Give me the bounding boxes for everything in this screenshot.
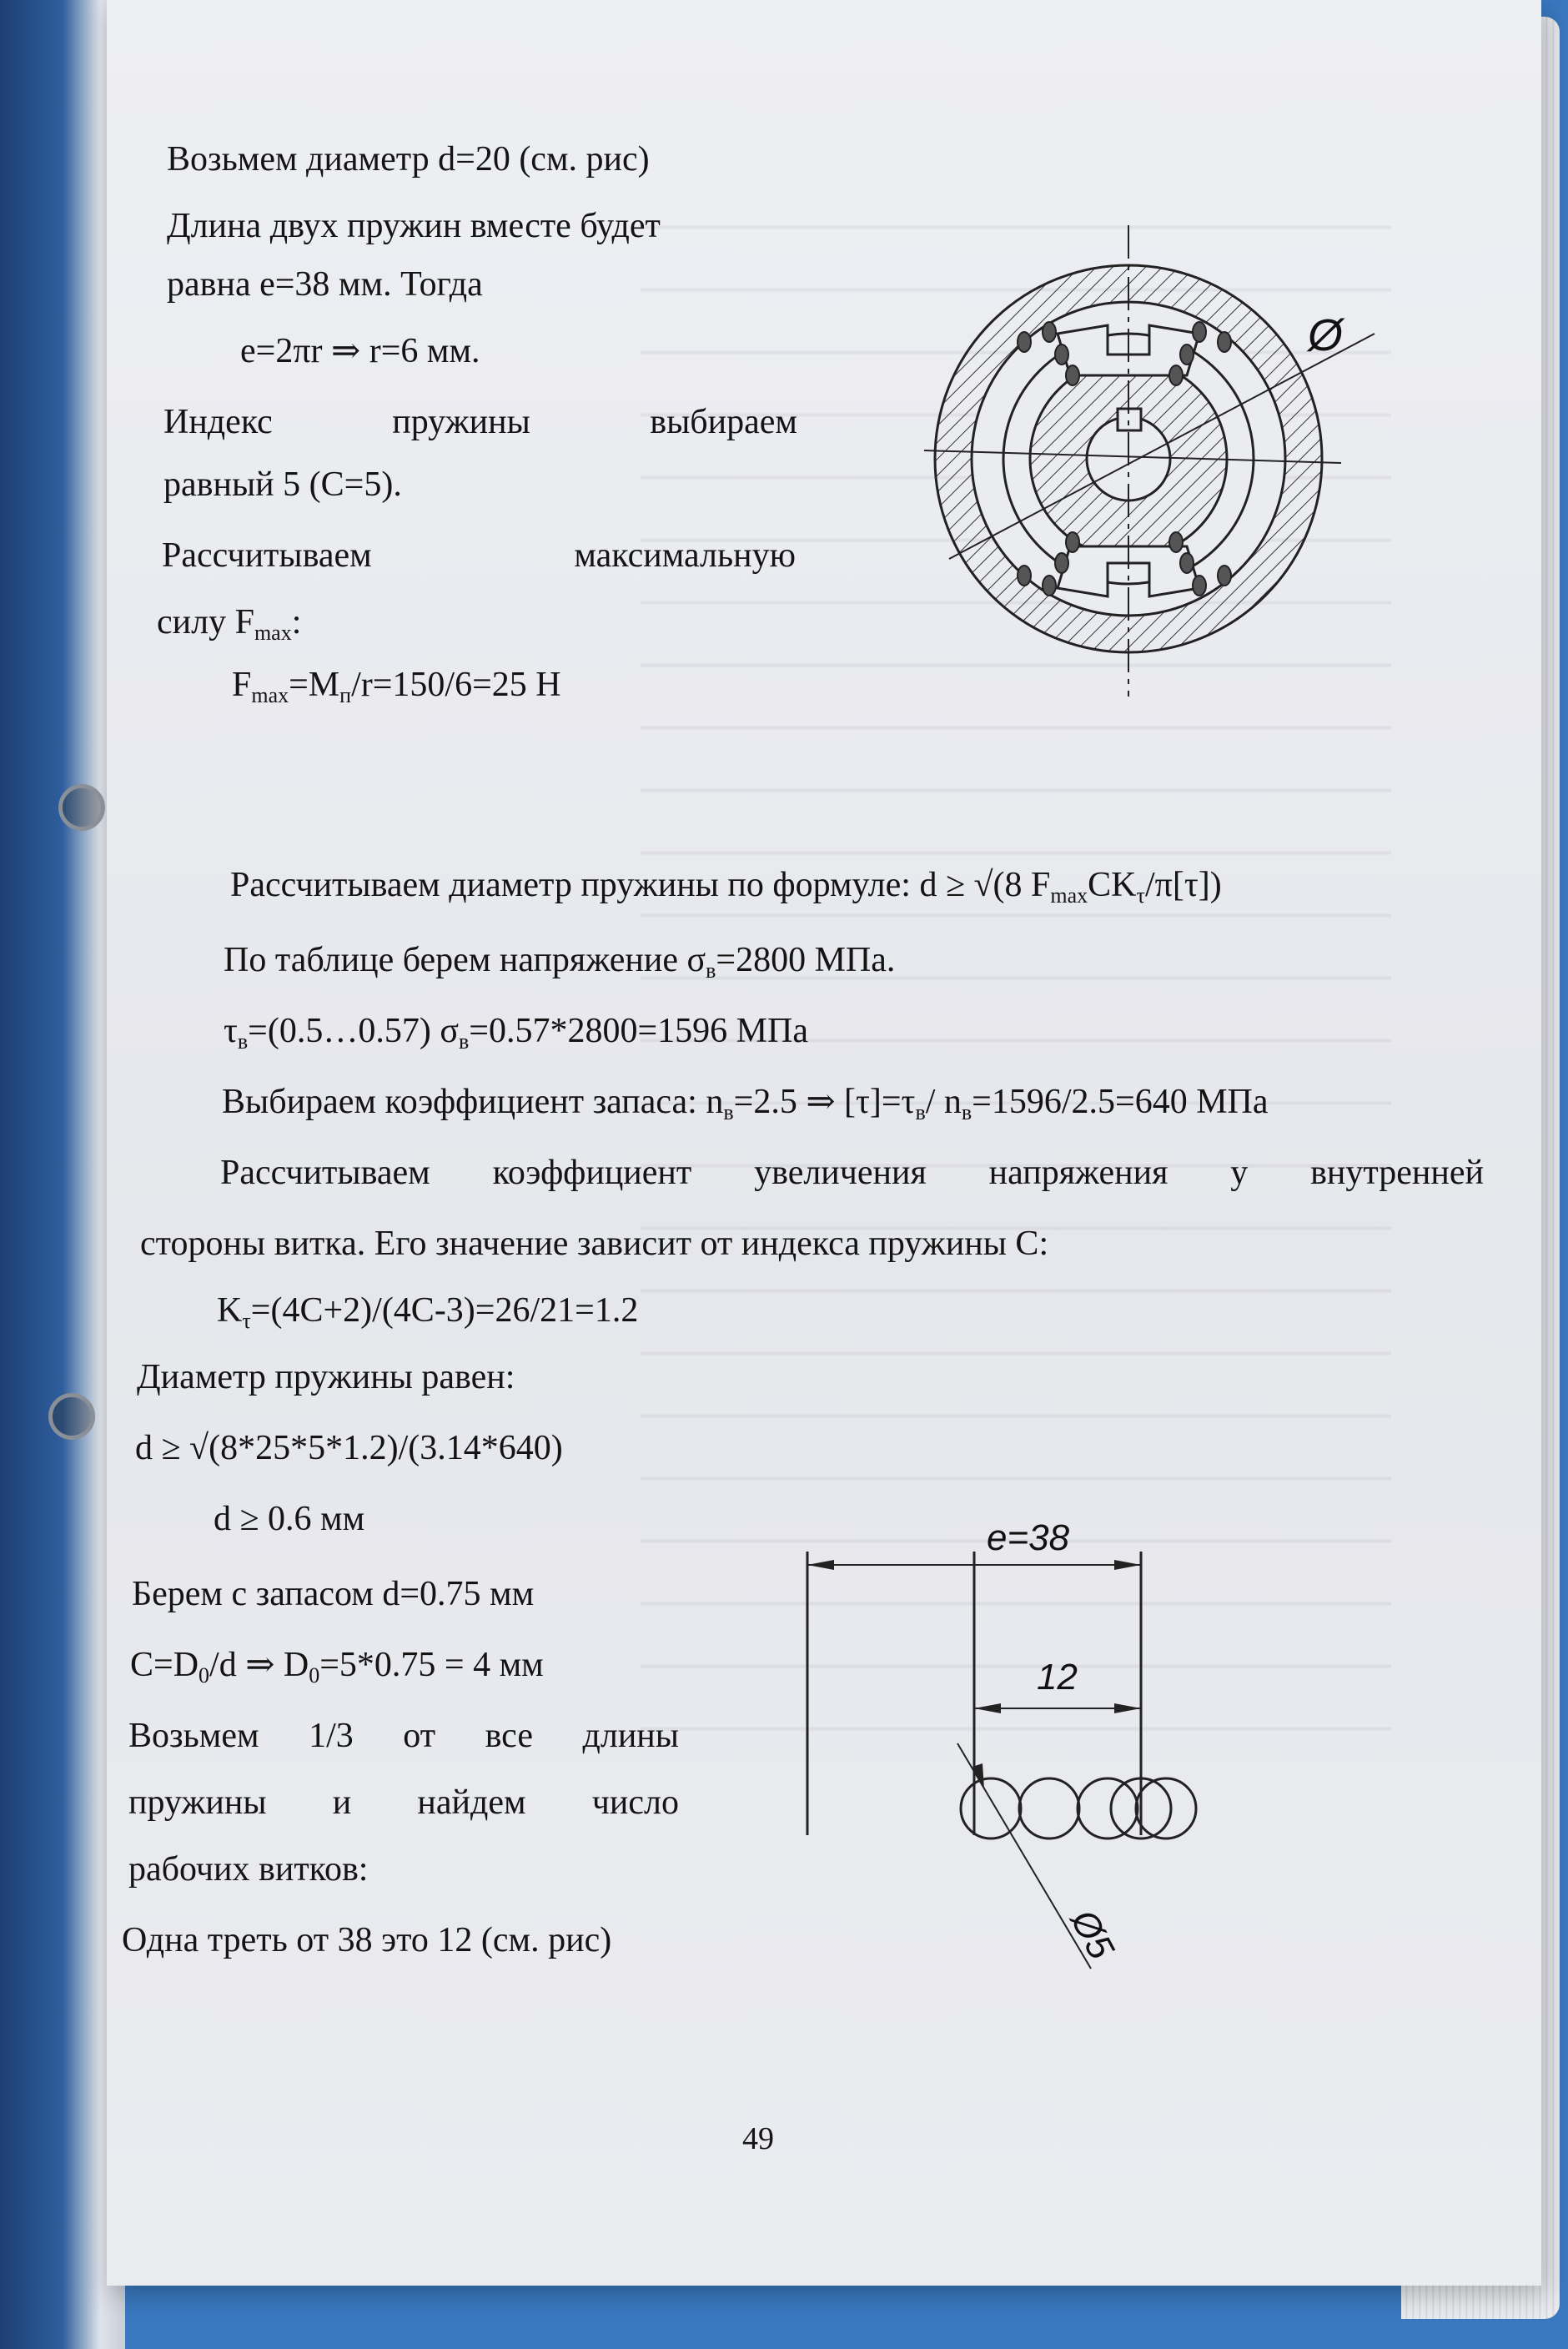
text-line-2: Длина двух пружин вместе будет: [167, 207, 661, 245]
segment: /π[τ]): [1144, 866, 1222, 904]
subscript: в: [458, 1029, 470, 1054]
subscript: τ: [1136, 883, 1145, 908]
text-line-9: [232, 667, 561, 707]
text-line-7: [162, 538, 796, 573]
text-line-8: [157, 605, 301, 644]
subscript: τ: [242, 1309, 251, 1333]
text-line-3: равна e=38 мм. Тогда: [167, 265, 483, 304]
binder-ring-top: [58, 784, 105, 831]
word: максимальную: [574, 536, 796, 575]
text-line-23: [128, 1785, 679, 1820]
document-page: [107, 0, 1541, 2286]
dim-label-part: 12: [1037, 1657, 1078, 1698]
segment: =2.5 ⇒ [τ]=τ: [733, 1083, 916, 1121]
segment: CK: [1088, 866, 1137, 904]
text-line-14: [220, 1155, 1484, 1190]
dim-label-diameter: Ø5: [1063, 1903, 1122, 1966]
word: увеличения: [754, 1154, 927, 1192]
text-line-16: [217, 1293, 638, 1332]
word: коэффициент: [492, 1154, 692, 1192]
segment: =1596/2.5=640 МПа: [972, 1083, 1269, 1121]
segment: =5*0.75 = 4 мм: [319, 1646, 544, 1684]
segment: C=D: [130, 1646, 199, 1684]
segment: τ: [224, 1012, 238, 1050]
text-line-1: Возьмем диаметр d=20 (см. рис): [167, 140, 650, 179]
segment: По таблице берем напряжение σ: [224, 941, 706, 979]
text-line-19: d ≥ 0.6 мм: [214, 1500, 365, 1538]
word: пружины: [128, 1783, 267, 1822]
text-line-17: Диаметр пружины равен:: [137, 1358, 515, 1396]
text-line-6: равный 5 (C=5).: [163, 465, 402, 504]
segment: :: [291, 603, 302, 641]
word: выбираем: [650, 403, 797, 441]
subscript: max: [251, 683, 289, 707]
segment: =(0.5…0.57) σ: [248, 1012, 459, 1050]
segment: Рассчитываем диаметр пружины по формуле: d ≥ √(8 F: [230, 866, 1051, 904]
segment: /r=150/6=25 Н: [351, 666, 561, 704]
subscript: в: [915, 1100, 926, 1124]
section-label: Ø: [1308, 310, 1344, 360]
text-line-21: [130, 1647, 544, 1687]
segment: Выбираем коэффициент запаса: n: [222, 1083, 724, 1121]
subscript: в: [237, 1029, 249, 1054]
segment: =0.57*2800=1596 МПа: [469, 1012, 808, 1050]
word: длины: [582, 1717, 679, 1755]
subscript: в: [961, 1100, 972, 1124]
arrow-left-total: [807, 1560, 834, 1570]
segment: силу F: [157, 603, 254, 641]
segment: K: [217, 1291, 243, 1330]
dim-label-total: e=38: [987, 1517, 1070, 1558]
segment: /d ⇒ D: [209, 1646, 309, 1684]
subscript: п: [339, 683, 352, 707]
subscript: в: [706, 958, 716, 983]
text-line-18: d ≥ √(8*25*5*1.2)/(3.14*640): [135, 1429, 563, 1467]
binder-ring-bottom: [48, 1393, 95, 1440]
segment: =(4C+2)/(4C-3)=26/21=1.2: [250, 1291, 639, 1330]
figure-spring-clutch-section: [807, 209, 1391, 726]
segment: F: [232, 666, 252, 704]
text-line-4: e=2πr ⇒ r=6 мм.: [240, 332, 480, 370]
subscript: 0: [199, 1663, 210, 1688]
word: внутренней: [1310, 1154, 1484, 1192]
text-line-13: [222, 1084, 1269, 1124]
figure-spring-dimensions: [791, 1501, 1425, 1994]
subscript: 0: [309, 1663, 320, 1688]
word: Возьмем: [128, 1717, 259, 1755]
text-line-5: [163, 405, 797, 440]
subscript: в: [723, 1100, 734, 1124]
segment: / n: [925, 1083, 962, 1121]
word: найдем: [417, 1783, 526, 1822]
arrow-right-part: [1114, 1703, 1141, 1713]
text-line-12: [224, 1014, 808, 1053]
word: и: [332, 1783, 352, 1822]
text-line-10: [230, 868, 1222, 907]
segment: =2800 МПа.: [716, 941, 896, 979]
segment: =M: [289, 666, 340, 704]
word: все: [485, 1717, 533, 1755]
word: пружины: [392, 403, 530, 441]
word: Индекс: [163, 403, 273, 441]
text-line-22: [128, 1718, 679, 1753]
text-line-20: Берем с запасом d=0.75 мм: [132, 1575, 535, 1613]
arrow-left-part: [974, 1703, 1001, 1713]
word: Рассчитываем: [220, 1154, 430, 1192]
word: Рассчитываем: [162, 536, 372, 575]
word: от: [403, 1717, 436, 1755]
word: у: [1230, 1154, 1249, 1192]
page-number: 49: [742, 2121, 774, 2156]
word: 1/3: [309, 1717, 354, 1755]
arrow-right-total: [1114, 1560, 1141, 1570]
subscript: max: [1050, 883, 1088, 908]
subscript: max: [254, 621, 292, 645]
word: число: [591, 1783, 679, 1822]
text-line-24: рабочих витков:: [128, 1850, 369, 1889]
text-line-25: Одна треть от 38 это 12 (см. рис): [122, 1921, 612, 1959]
text-line-15: стороны витка. Его значение зависит от индекса пружины C:: [140, 1225, 1049, 1263]
text-line-11: [224, 943, 895, 982]
word: напряжения: [988, 1154, 1168, 1192]
